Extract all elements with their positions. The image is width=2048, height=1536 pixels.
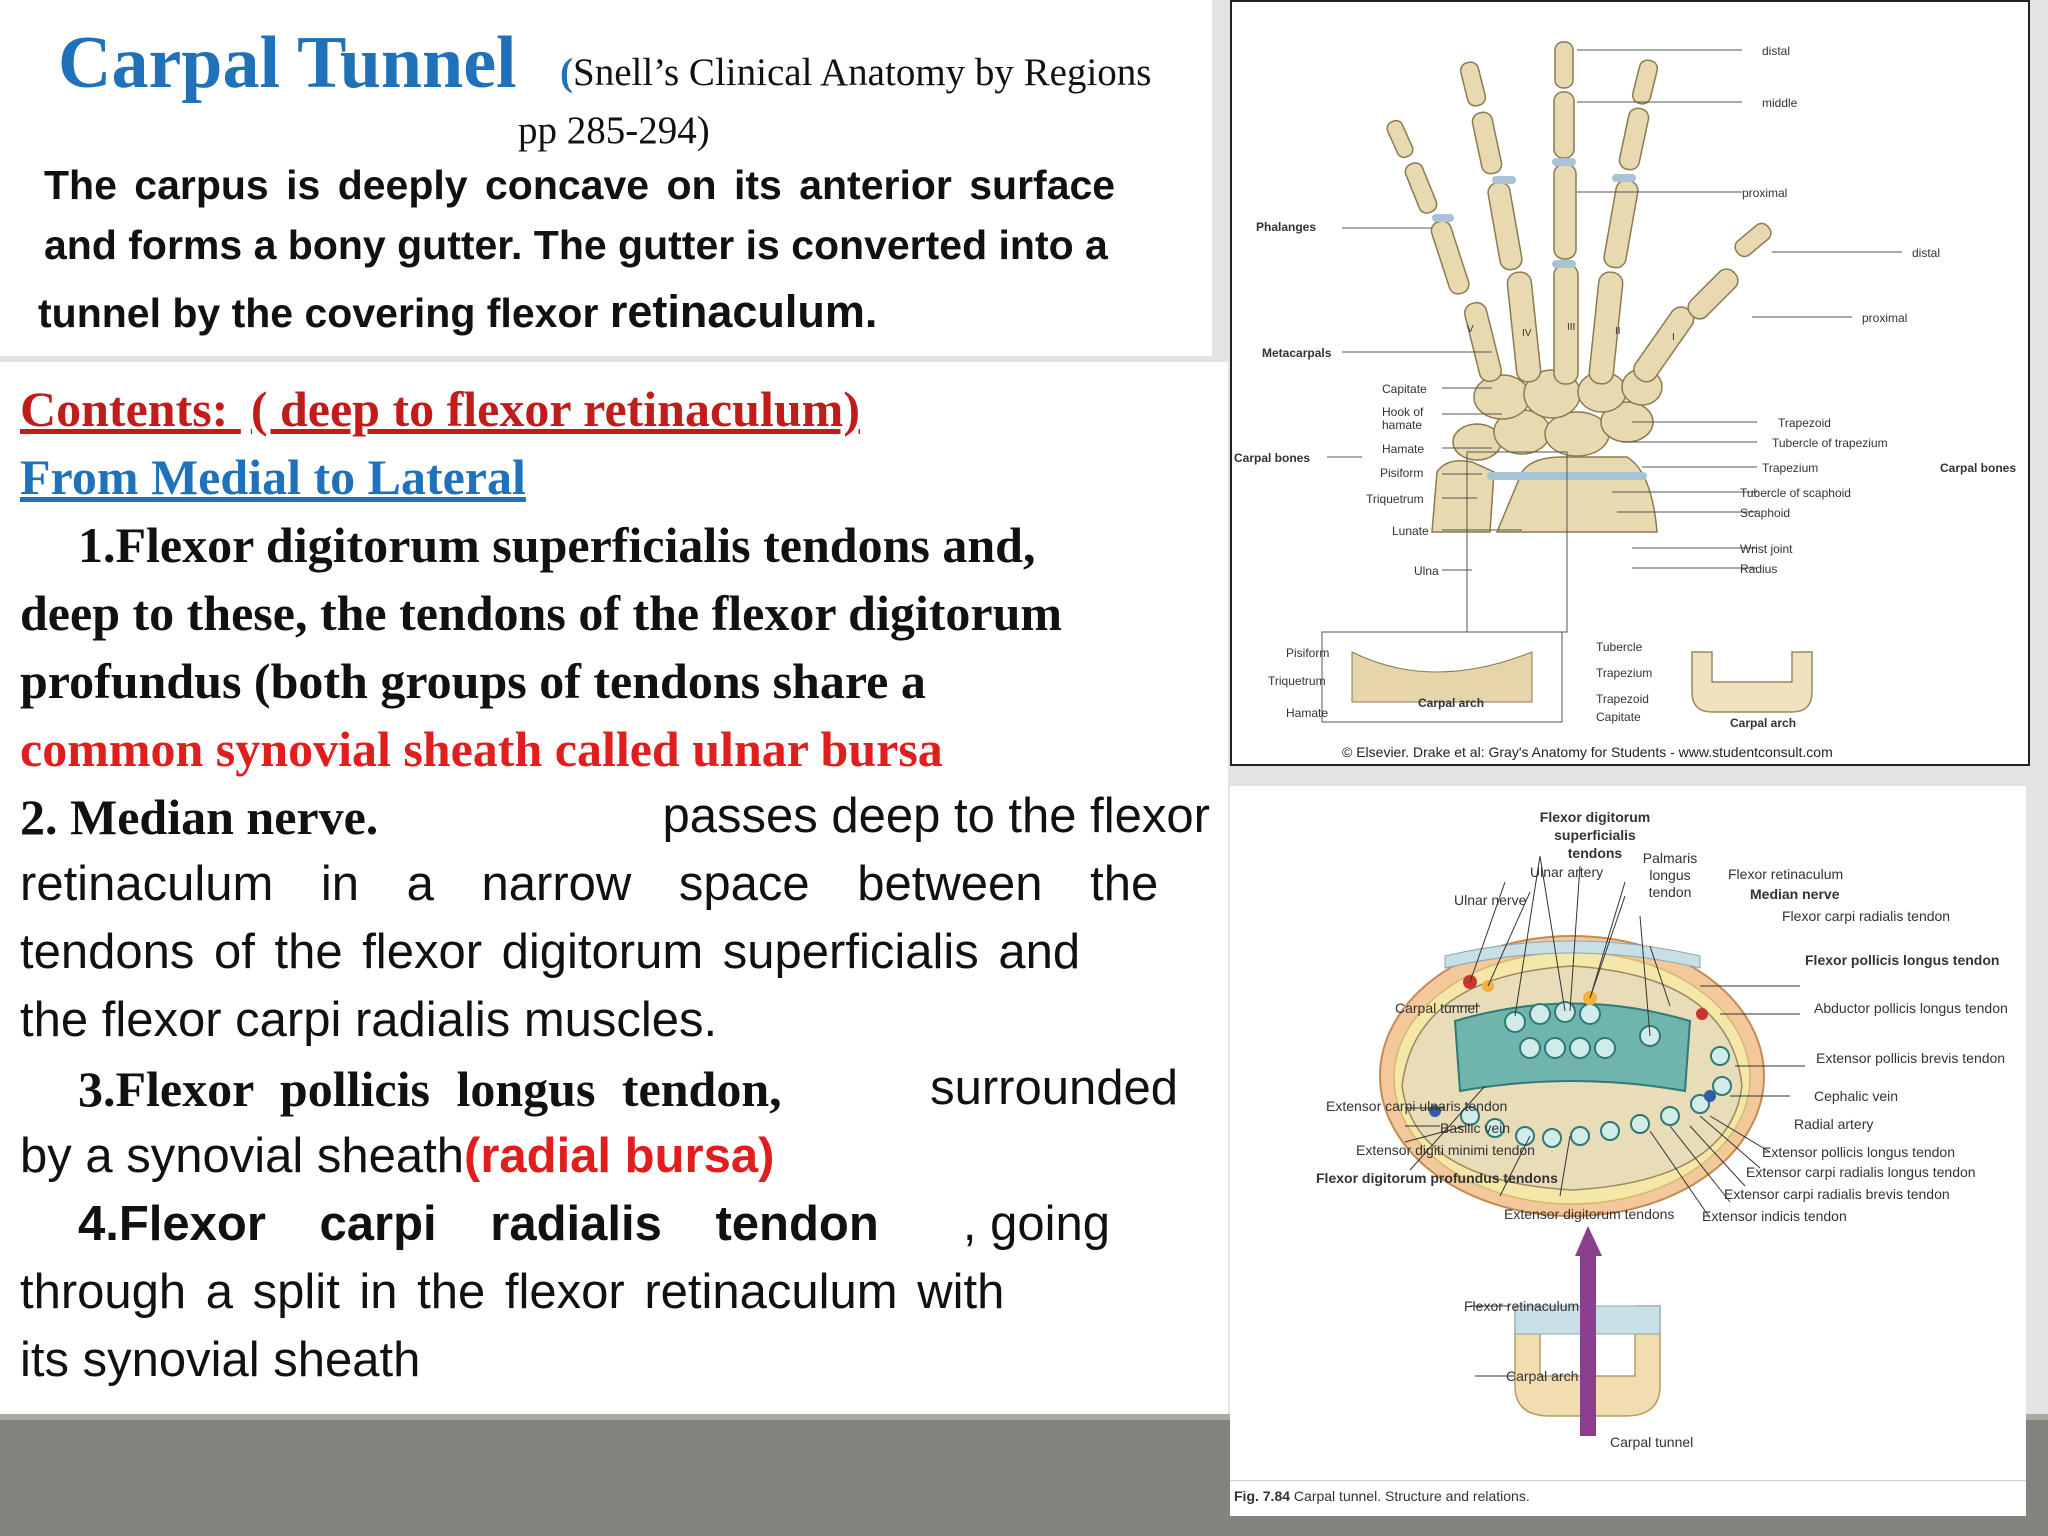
label-palmaris: Palmaris longus tendon [1642,850,1698,900]
item-1-line-1: 1.Flexor digitorum superficialis tendons and, [78,517,1036,573]
label-edm: Extensor digiti minimi tendon [1356,1142,1535,1158]
reference-line-1: Snell’s Clinical Anatomy by Regions [573,51,1152,94]
contents-heading-a: Contents: [20,381,241,437]
label-apl: Abductor pollicis longus tendon [1814,1000,2008,1016]
item-1-line-3: profundus (both groups of tendons share a [20,653,926,709]
label-roman-iii: III [1567,322,1576,333]
label-phalanges: Phalanges [1256,220,1317,234]
label-flexor-retinaculum-2: Flexor retinaculum [1464,1298,1580,1314]
item-2-line-1-a: 2. Median nerve. [20,789,379,845]
figure-caption-text: Carpal tunnel. Structure and relations. [1293,1488,1530,1504]
item-2-line-3: tendons of the flexor digitorum superficialis and [20,925,1081,979]
label-trapezoid-2: Trapezoid [1596,692,1649,706]
label-carpal-bones-left: Carpal bones [1234,451,1311,465]
item-2-line-2: retinaculum in a narrow space between the [20,857,1159,911]
label-ed: Extensor digitorum tendons [1504,1206,1675,1222]
label-trapezium-2: Trapezium [1596,666,1653,680]
label-trapezium: Trapezium [1762,461,1819,475]
label-pisiform: Pisiform [1380,466,1424,480]
page-title: Carpal Tunnel [58,22,517,104]
label-ecu: Extensor carpi ulnaris tendon [1326,1098,1508,1114]
item-3-line-2-a: by a synovial sheath [20,1129,464,1183]
label-wrist-joint: Wrist joint [1740,542,1793,556]
label-basilic-vein: Basilic vein [1440,1120,1511,1136]
label-hamate: Hamate [1382,442,1425,456]
label-ecrb: Extensor carpi radialis brevis tendon [1724,1186,1950,1202]
hand-bones [1385,42,1774,532]
intro-line-1: The carpus is deeply concave on its anterior surface [44,162,1116,208]
label-distal: distal [1762,44,1791,58]
label-ulnar-artery: Ulnar artery [1530,864,1604,880]
item-2-line-1 [20,788,1210,846]
label-distal-thumb: distal [1912,246,1941,260]
label-carpal-tunnel-2: Carpal tunnel [1610,1434,1694,1450]
label-hook-of-hamate: Hook of hamate [1382,405,1424,432]
label-pisiform-2: Pisiform [1286,646,1330,660]
hand-skeleton-figure [1230,0,2030,766]
figure-credit: © Elsevier. Drake et al: Gray's Anatomy for Students - www.studentconsult.com [1342,744,1833,760]
label-carpal-arch-2: Carpal arch [1730,716,1797,730]
label-ei: Extensor indicis tendon [1702,1208,1847,1224]
item-1-line-2: deep to these, the tendons of the flexor digitorum [20,585,1063,641]
carpal-tunnel-schematic [1515,1226,1660,1436]
label-capitate-2: Capitate [1596,710,1641,724]
label-hamate-2: Hamate [1286,706,1329,720]
label-flexor-retinaculum: Flexor retinaculum [1728,866,1844,882]
label-fds: Flexor digitorum superficialis tendons [1539,809,1651,861]
label-metacarpals: Metacarpals [1262,346,1332,360]
label-fcr: Flexor carpi radialis tendon [1782,908,1951,924]
label-roman-ii: II [1615,326,1621,337]
label-scaphoid: Scaphoid [1740,506,1791,520]
label-tubercle-of-trapezium: Tubercle of trapezium [1772,436,1888,450]
contents-heading [20,380,860,438]
label-roman-v: V [1467,324,1474,335]
label-epl: Extensor pollicis longus tendon [1762,1144,1956,1160]
contents-heading-b: ( deep to flexor retinaculum) [250,381,860,437]
reference-line-2: pp 285-294) [518,109,710,152]
item-4-line-1-a: 4.Flexor carpi radialis tendon [78,1197,879,1251]
label-carpal-arch: Carpal arch [1506,1368,1579,1384]
carpal-tunnel-cross-section-figure [1230,786,2026,1516]
label-triquetrum: Triquetrum [1366,492,1424,506]
label-ulna: Ulna [1414,564,1439,578]
label-proximal-thumb: proximal [1862,311,1908,325]
item-4-line-1-b: , going [962,1197,1110,1251]
figure-caption [1234,1488,1530,1504]
label-ulnar-nerve: Ulnar nerve [1454,892,1527,908]
figure-caption-num: Fig. 7.84 [1234,1488,1291,1504]
label-capitate: Capitate [1382,382,1427,396]
label-middle: middle [1762,96,1798,110]
label-roman-i: I [1672,332,1675,343]
label-tubercle-of-scaphoid: Tubercle of scaphoid [1740,486,1851,500]
item-3-line-2 [20,1128,774,1184]
label-carpal-bones-right: Carpal bones [1940,461,2017,475]
label-fdp: Flexor digitorum profundus tendons [1316,1170,1558,1186]
label-cephalic-vein: Cephalic vein [1814,1088,1899,1104]
label-carpal-tunnel: Carpal tunnel [1395,1000,1479,1016]
reference-open-paren: ( [560,51,573,94]
item-4-line-1 [78,1196,1110,1252]
caption-divider [1230,1480,2026,1481]
label-epb: Extensor pollicis brevis tendon [1816,1050,2006,1066]
item-1-line-4: common synovial sheath called ulnar bursa [20,721,943,777]
page-reference [560,50,1152,95]
item-4-line-3: its synovial sheath [20,1333,421,1387]
item-2-line-4: the flexor carpi radialis muscles. [20,993,718,1047]
item-3-line-1-a: 3.Flexor pollicis longus tendon, [78,1061,782,1117]
item-3-line-1-b: surrounded [930,1061,1178,1115]
item-3-line-1 [78,1060,1178,1118]
label-triquetrum-2: Triquetrum [1268,674,1326,688]
label-roman-iv: IV [1522,328,1532,339]
item-4-line-2: through a split in the flexor retinaculum with [20,1265,1005,1319]
contents-subheading-text: From Medial to Lateral [20,449,526,505]
item-3-line-2-b: (radial bursa) [464,1129,775,1183]
label-proximal: proximal [1742,186,1788,200]
item-2-line-1-b: passes deep to the flexor [662,789,1210,843]
label-median-nerve: Median nerve [1750,886,1840,902]
label-radius: Radius [1740,562,1778,576]
label-lunate: Lunate [1392,524,1429,538]
intro-line-3 [38,286,877,338]
label-carpal-arch-1: Carpal arch [1418,696,1485,710]
label-fpl: Flexor pollicis longus tendon [1805,952,2000,968]
label-radial-artery: Radial artery [1794,1116,1874,1132]
label-tubercle: Tubercle [1596,640,1643,654]
label-trapezoid: Trapezoid [1778,416,1831,430]
contents-subheading [20,448,526,506]
intro-line-2: and forms a bony gutter. The gutter is converted into a [44,222,1108,268]
intro-line-3-a: tunnel by the covering flexor [38,290,610,336]
carpal-arch-schematic [1692,652,1812,712]
intro-line-3-b: retinaculum. [609,286,878,337]
label-ecrl: Extensor carpi radialis longus tendon [1746,1164,1976,1180]
